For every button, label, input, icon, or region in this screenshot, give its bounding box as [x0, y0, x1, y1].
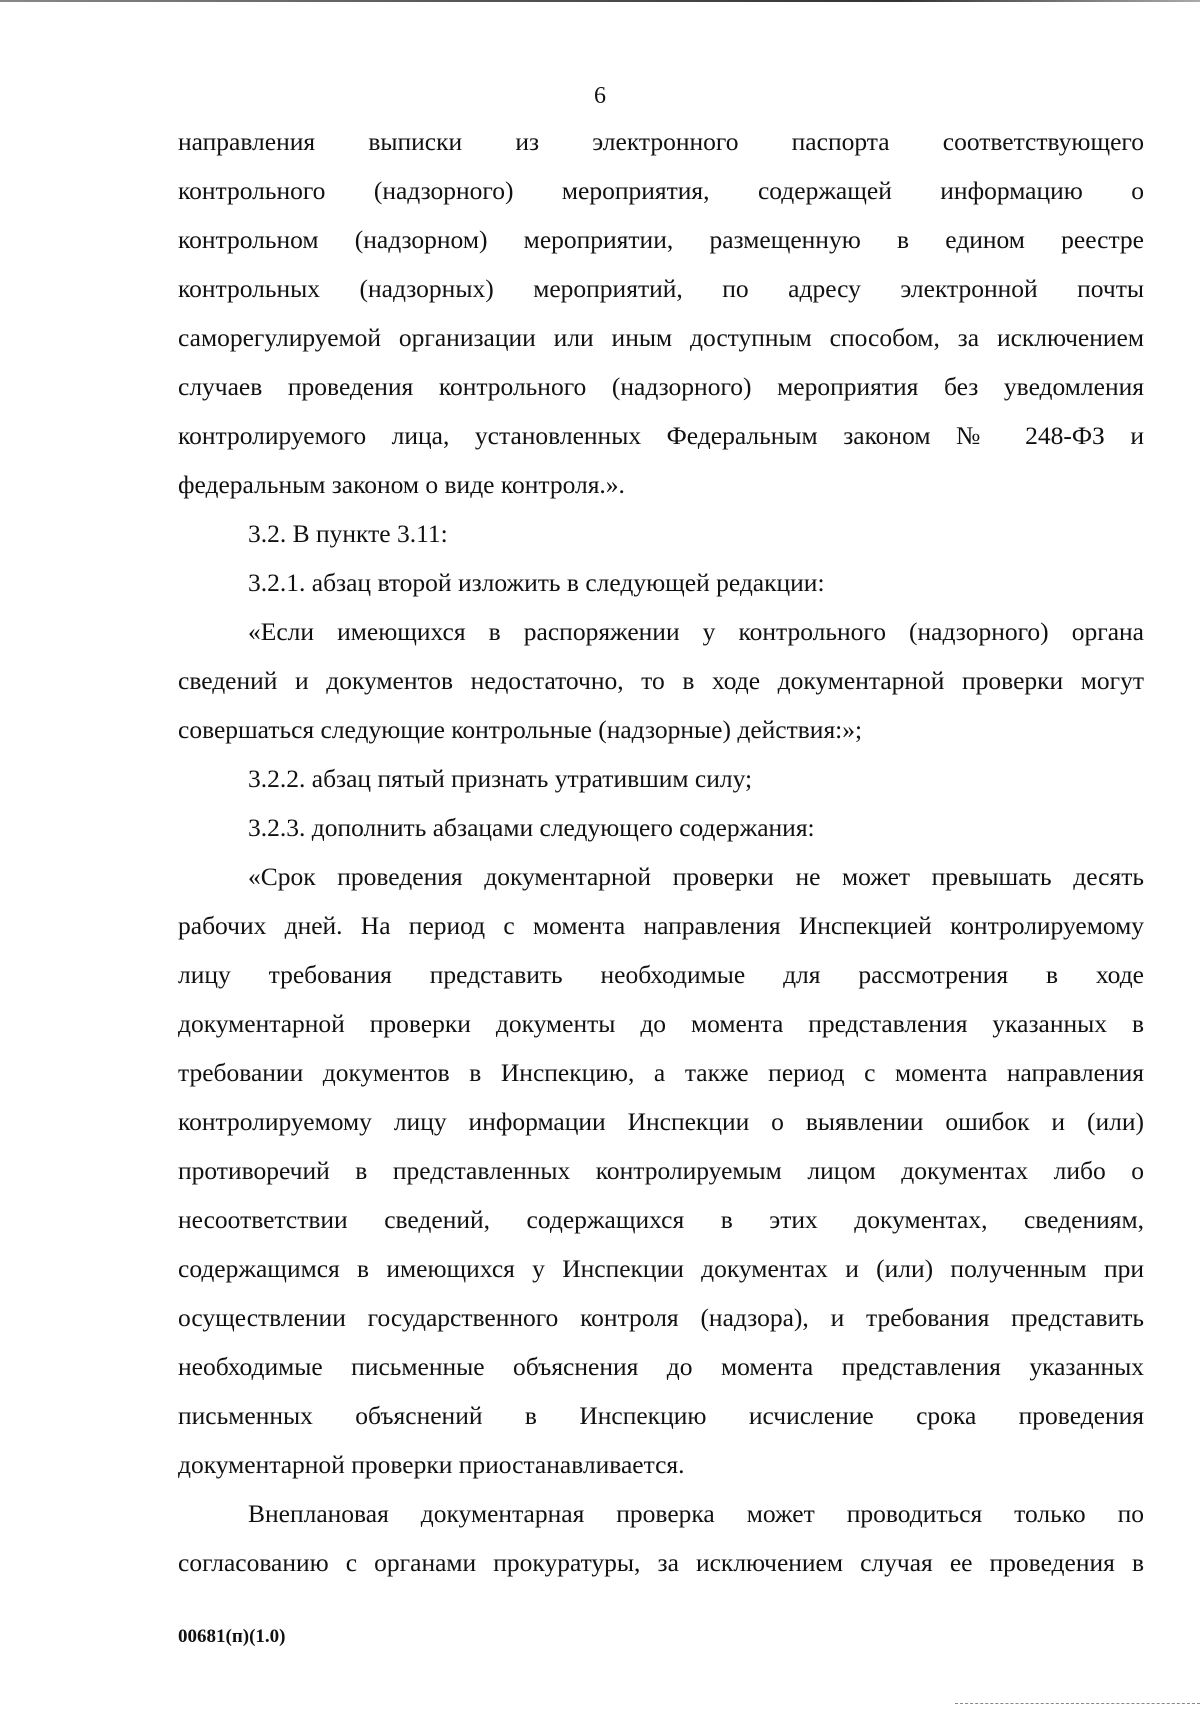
text-line: письменных объяснений в Инспекцию исчисление срока проведения	[178, 1401, 1144, 1430]
text-line: документарной проверки документы до момента представления указанных в	[178, 1009, 1144, 1038]
document-body	[178, 117, 1144, 1587]
text-line: требовании документов в Инспекцию, а также период с момента направления	[178, 1058, 1144, 1087]
text-line: 3.2.2. абзац пятый признать утратившим силу;	[248, 764, 753, 793]
text-line: направления выписки из электронного паспорта соответствующего	[178, 127, 1144, 156]
text-line: согласованию с органами прокуратуры, за исключением случая ее проведения в	[178, 1548, 1144, 1577]
text-line: случаев проведения контрольного (надзорного) мероприятия без уведомления	[178, 372, 1144, 401]
text-line: содержащимся в имеющихся у Инспекции документах и (или) полученным при	[178, 1254, 1144, 1283]
scan-edge-dash	[955, 1703, 1200, 1705]
document-code: 00681(п)(1.0)	[178, 1626, 286, 1647]
text-line: противоречий в представленных контролируемым лицом документах либо о	[178, 1156, 1144, 1185]
text-line: контролируемому лицу информации Инспекции о выявлении ошибок и (или)	[178, 1107, 1144, 1136]
text-line: контрольном (надзорном) мероприятии, размещенную в едином реестре	[178, 225, 1144, 254]
text-line: 3.2.1. абзац второй изложить в следующей редакции:	[248, 568, 825, 597]
text-line: несоответствии сведений, содержащихся в этих документах, сведениям,	[178, 1205, 1144, 1234]
text-line: лицу требования представить необходимые для рассмотрения в ходе	[178, 960, 1144, 989]
text-line: федеральным законом о виде контроля.».	[178, 470, 625, 499]
page-number: 6	[594, 83, 606, 109]
text-line: 3.2.3. дополнить абзацами следующего содержания:	[248, 813, 815, 842]
text-line: рабочих дней. На период с момента направления Инспекцией контролируемому	[178, 911, 1144, 940]
text-line: 3.2. В пункте 3.11:	[248, 519, 448, 548]
text-line: контрольных (надзорных) мероприятий, по адресу электронной почты	[178, 274, 1144, 303]
text-line: Внеплановая документарная проверка может проводиться только по	[248, 1499, 1144, 1528]
scan-edge-line	[0, 0, 1200, 2]
text-line: саморегулируемой организации или иным доступным способом, за исключением	[178, 323, 1144, 352]
text-line: необходимые письменные объяснения до момента представления указанных	[178, 1352, 1144, 1381]
text-line: «Срок проведения документарной проверки не может превышать десять	[248, 862, 1144, 891]
text-line: документарной проверки приостанавливается.	[178, 1450, 685, 1479]
text-line: контролируемого лица, установленных Федеральным законом № 248-ФЗ и	[178, 421, 1144, 450]
text-line: сведений и документов недостаточно, то в ходе документарной проверки могут	[178, 666, 1144, 695]
text-line: контрольного (надзорного) мероприятия, содержащей информацию о	[178, 176, 1144, 205]
text-line: совершаться следующие контрольные (надзорные) действия:»;	[178, 715, 863, 744]
text-line: «Если имеющихся в распоряжении у контрольного (надзорного) органа	[248, 617, 1144, 646]
text-line: осуществлении государственного контроля (надзора), и требования представить	[178, 1303, 1144, 1332]
